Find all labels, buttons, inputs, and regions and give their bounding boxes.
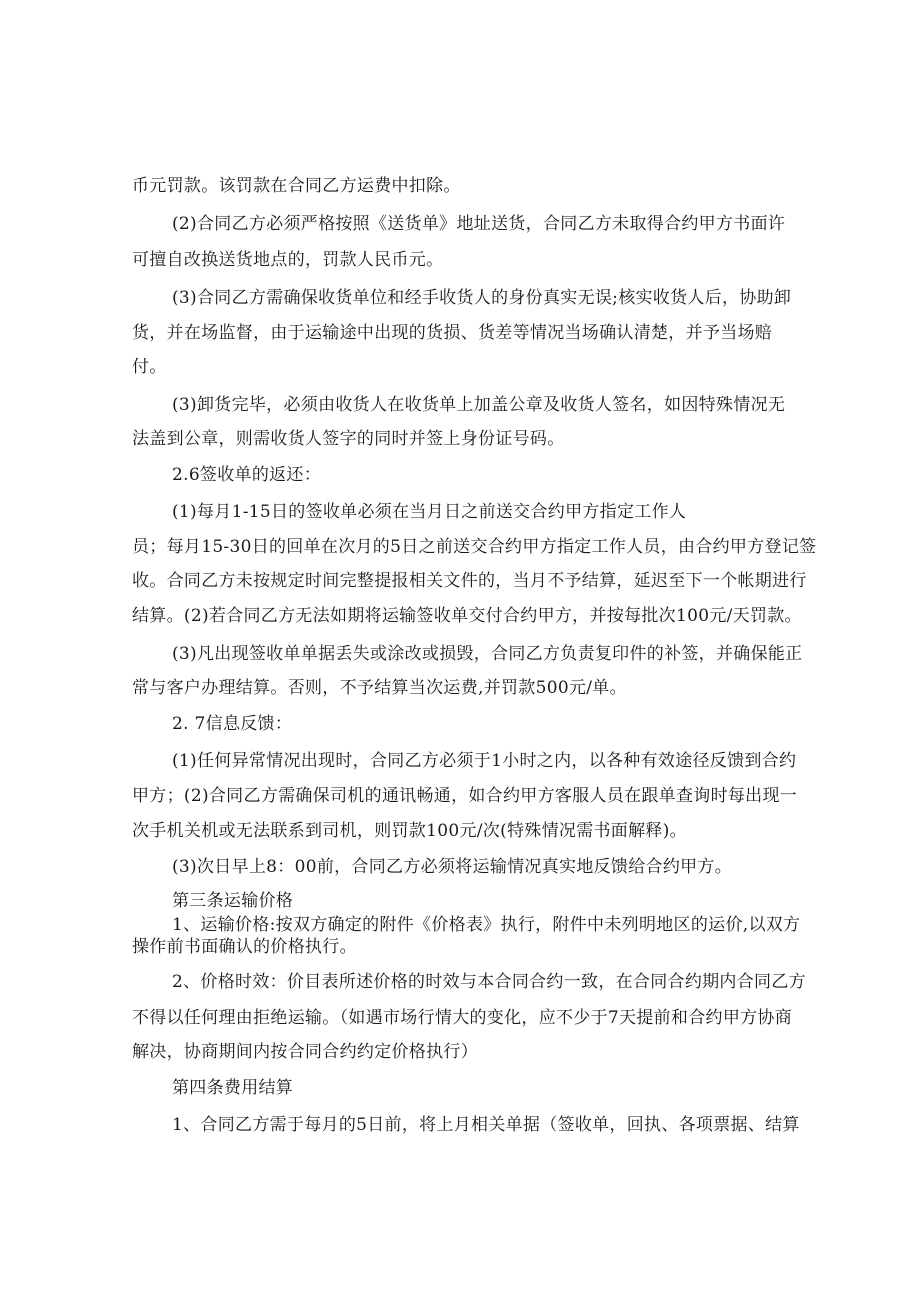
text-line-6: 付。 [132, 357, 167, 377]
text-line-28: 1、合同乙方需于每月的5日前，将上月相关单据（签收单，回执、各项票据、结算 [172, 1115, 800, 1135]
text-line-26: 解决，协商期间内按合同合约约定价格执行） [132, 1042, 478, 1062]
text-line-18: 甲方；(2)合同乙方需确保司机的通讯畅通，如合约甲方客服人员在跟单查询时每出现一 [132, 786, 798, 806]
text-line-5: 货，并在场监督，由于运输途中出现的货损、货差等情况当场确认清楚，并予当场赔 [132, 323, 773, 343]
text-line-8: 法盖到公章，则需收货人签字的同时并签上身份证号码。 [132, 429, 565, 449]
text-line-3: 可擅自改换送货地点的，罚款人民币元。 [132, 250, 444, 270]
text-line-12: 收。合同乙方未按规定时间完整提报相关文件的，当月不予结算，延迟至下一个帐期进行 [132, 571, 807, 591]
text-line-13: 结算。(2)若合同乙方无法如期将运输签收单交付合约甲方，并按每批次100元/天罚款。 [132, 606, 802, 626]
text-line-20: (3)次日早上8：00前，合同乙方必须将运输情况真实地反馈给合约甲方。 [172, 857, 733, 877]
text-line-22: 1、运输价格:按双方确定的附件《价格表》执行，附件中未列明地区的运价,以双方 [172, 915, 801, 935]
text-line-25: 不得以任何理由拒绝运输。（如遇市场行情大的变化，应不少于7天提前和合约甲方协商 [132, 1008, 793, 1028]
text-line-7: (3)卸货完毕，必须由收货人在收货单上加盖公章及收货人签名，如因特殊情况无 [172, 395, 786, 415]
text-line-17: (1)任何异常情况出现时，合同乙方必须于1小时之内，以各种有效途径反馈到合约 [172, 751, 797, 771]
text-line-4: (3)合同乙方需确保收货单位和经手收货人的身份真实无误;核实收货人后，协助卸 [172, 288, 792, 308]
text-line-23: 操作前书面确认的价格执行。 [132, 937, 357, 957]
text-line-19: 次手机关机或无法联系到司机，则罚款100元/次(特殊情况需书面解释)。 [132, 821, 687, 841]
text-line-24: 2、价格时效：价目表所述价格的时效与本合同合约一致，在合同合约期内合同乙方 [172, 972, 806, 992]
text-line-10: (1)每月1-15日的签收单必须在当月日之前送交合约甲方指定工作人 [172, 502, 687, 522]
section-heading-2-7: 2. 7信息反馈： [172, 714, 293, 734]
article-4-heading: 第四条费用结算 [172, 1078, 294, 1098]
text-line-11: 员；每月15-30日的回单在次月的5日之前送交合约甲方指定工作人员，由合约甲方登记签 [132, 537, 817, 557]
section-heading-2-6: 2.6签收单的返还： [172, 465, 322, 485]
text-line-15: 常与客户办理结算。否则，不予结算当次运费,并罚款500元/单。 [132, 678, 627, 698]
article-3-heading: 第三条运输价格 [172, 891, 294, 911]
text-line-2: (2)合同乙方必须严格按照《送货单》地址送货，合同乙方未取得合约甲方书面许 [172, 214, 786, 234]
text-line-1: 币元罚款。该罚款在合同乙方运费中扣除。 [132, 176, 461, 196]
text-line-14: (3)凡出现签收单单据丢失或涂改或损毁，合同乙方负责复印件的补签，并确保能正 [172, 644, 803, 664]
